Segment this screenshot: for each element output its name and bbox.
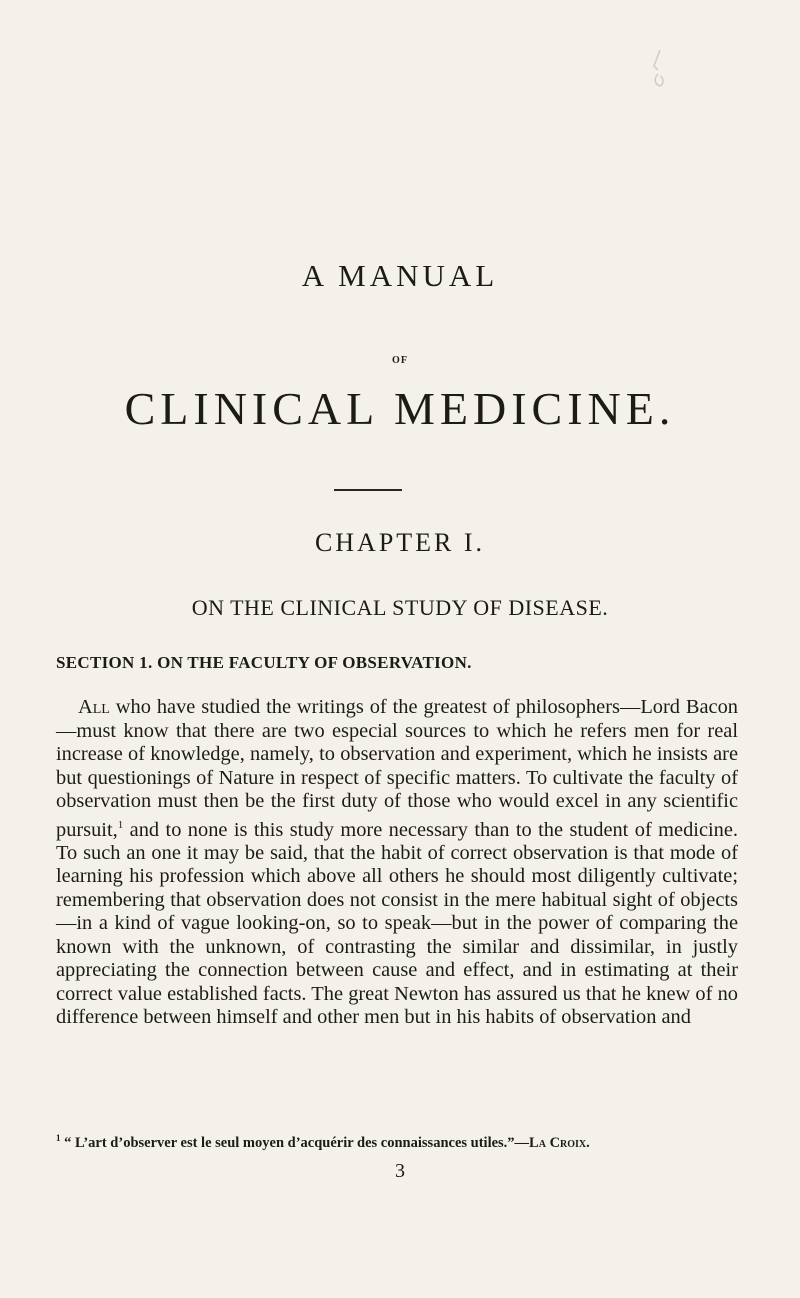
footnote-author: La Croix [529, 1134, 587, 1151]
title-divider [334, 489, 402, 491]
title-connector: OF [392, 355, 408, 366]
section-heading: SECTION 1. ON THE FACULTY OF OBSERVATION. [56, 653, 472, 672]
title-main: A MANUAL [301, 258, 499, 293]
page-blemish [640, 48, 666, 88]
chapter-heading: CHAPTER I. [314, 528, 486, 557]
paragraph-text-continued: and to none is this study more necessary than to the student of medicine. To such an one it may be said, that the habit of correct observation is that mode of learning his profession which above all others he should most diligently cultivate; remembering that observation does not consist in the mere habitual sight of objects—in a kind of vague looking-on, so to speak—but in the power of comparing the known with the unknown, of contrasting the similar and dissimilar, in justly appreciating the connection between cause and effect, and in estimating at their correct value established facts. The great Newton has assured us that he knew of no difference between himself and other men but in his habits of observation and [56, 818, 738, 1029]
footnote [56, 1130, 738, 1152]
chapter-title: ON THE CLINICAL STUDY OF DISEASE. [191, 595, 609, 620]
footnote-text: “ L’art d’observer est le seul moyen d’acquérir des connaissances utiles.”—La Croix. [60, 1134, 590, 1151]
footnote-reference: 1 [117, 818, 124, 831]
paragraph-lead-word: All [78, 696, 110, 718]
title-subject: CLINICAL MEDICINE. [124, 383, 676, 434]
page-number: 3 [395, 1160, 405, 1182]
footnote-marker: 1 [56, 1133, 61, 1143]
paragraph-text: who have studied the writings of the greatest of philosophers—Lord Bacon—must know that there are two especial sources to which he refers men for real increase of knowledge, namely, to observation and experiment, which he insists are but questionings of Nature in respect of specific matters. To cultivate the faculty of observation must then be the first duty of those who would excel in any scientific pursuit, [56, 696, 738, 841]
body-paragraph [56, 696, 738, 1030]
